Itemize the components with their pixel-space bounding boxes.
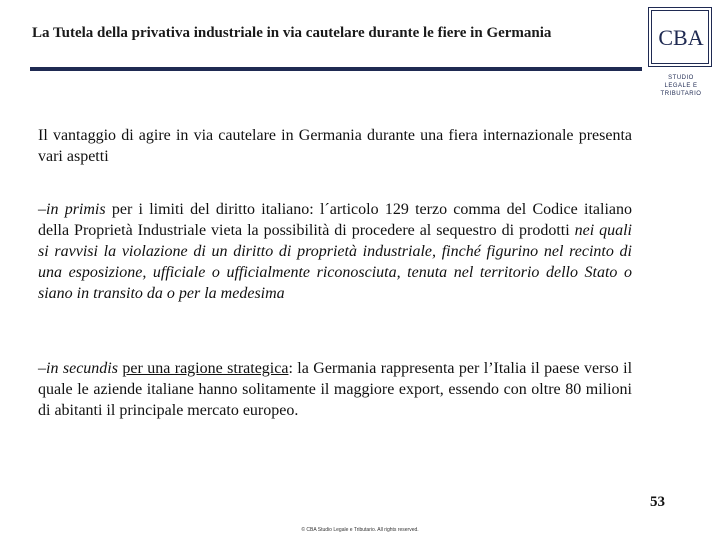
bullet-dash: – <box>38 360 46 377</box>
cba-logo <box>648 7 712 67</box>
page-number: 53 <box>650 494 665 510</box>
primis-quote: nei quali si ravvisi la violazione di un diritto di proprietà industriale, finché figurino nel recinto di una esposizione, ufficiale o ufficialmente riconosciuta, tenuta nel territorio dello Stato o siano in transito da o per la medesima <box>38 222 632 302</box>
logo-text: CBA <box>658 25 704 50</box>
primis-text: per i limiti del diritto italiano: l´articolo 129 terzo comma del Codice italiano della Proprietà Industriale vieta la possibilità di procedere al sequestro di prodotti <box>38 201 632 239</box>
copyright-footer: © CBA Studio Legale e Tributario. All rights reserved. <box>301 527 419 533</box>
intro-paragraph: Il vantaggio di agire in via cautelare in Germania durante una fiera internazionale presenta vari aspetti <box>38 127 632 165</box>
slide-title: La Tutela della privativa industriale in via cautelare durante le fiere in Germania <box>32 25 552 41</box>
logo-subtitle <box>646 74 716 98</box>
logo-subtitle-line2: LEGALE E TRIBUTARIO <box>660 83 702 97</box>
logo-subtitle-line1: STUDIO <box>668 75 694 81</box>
secundis-text: : la Germania rappresenta per l’Italia il paese verso il quale le aziende italiane hanno solitamente il maggiore export, essendo con oltre 80 milioni di abitanti il principale mercato europeo. <box>38 360 633 419</box>
point-primis <box>38 199 632 304</box>
primis-lead: in primis <box>46 201 106 218</box>
title-divider <box>30 67 642 71</box>
point-secundis <box>38 358 632 421</box>
secundis-lead: in secundis <box>46 360 118 377</box>
strategic-reason: per una ragione strategica <box>122 360 289 377</box>
bullet-dash: – <box>38 201 46 218</box>
